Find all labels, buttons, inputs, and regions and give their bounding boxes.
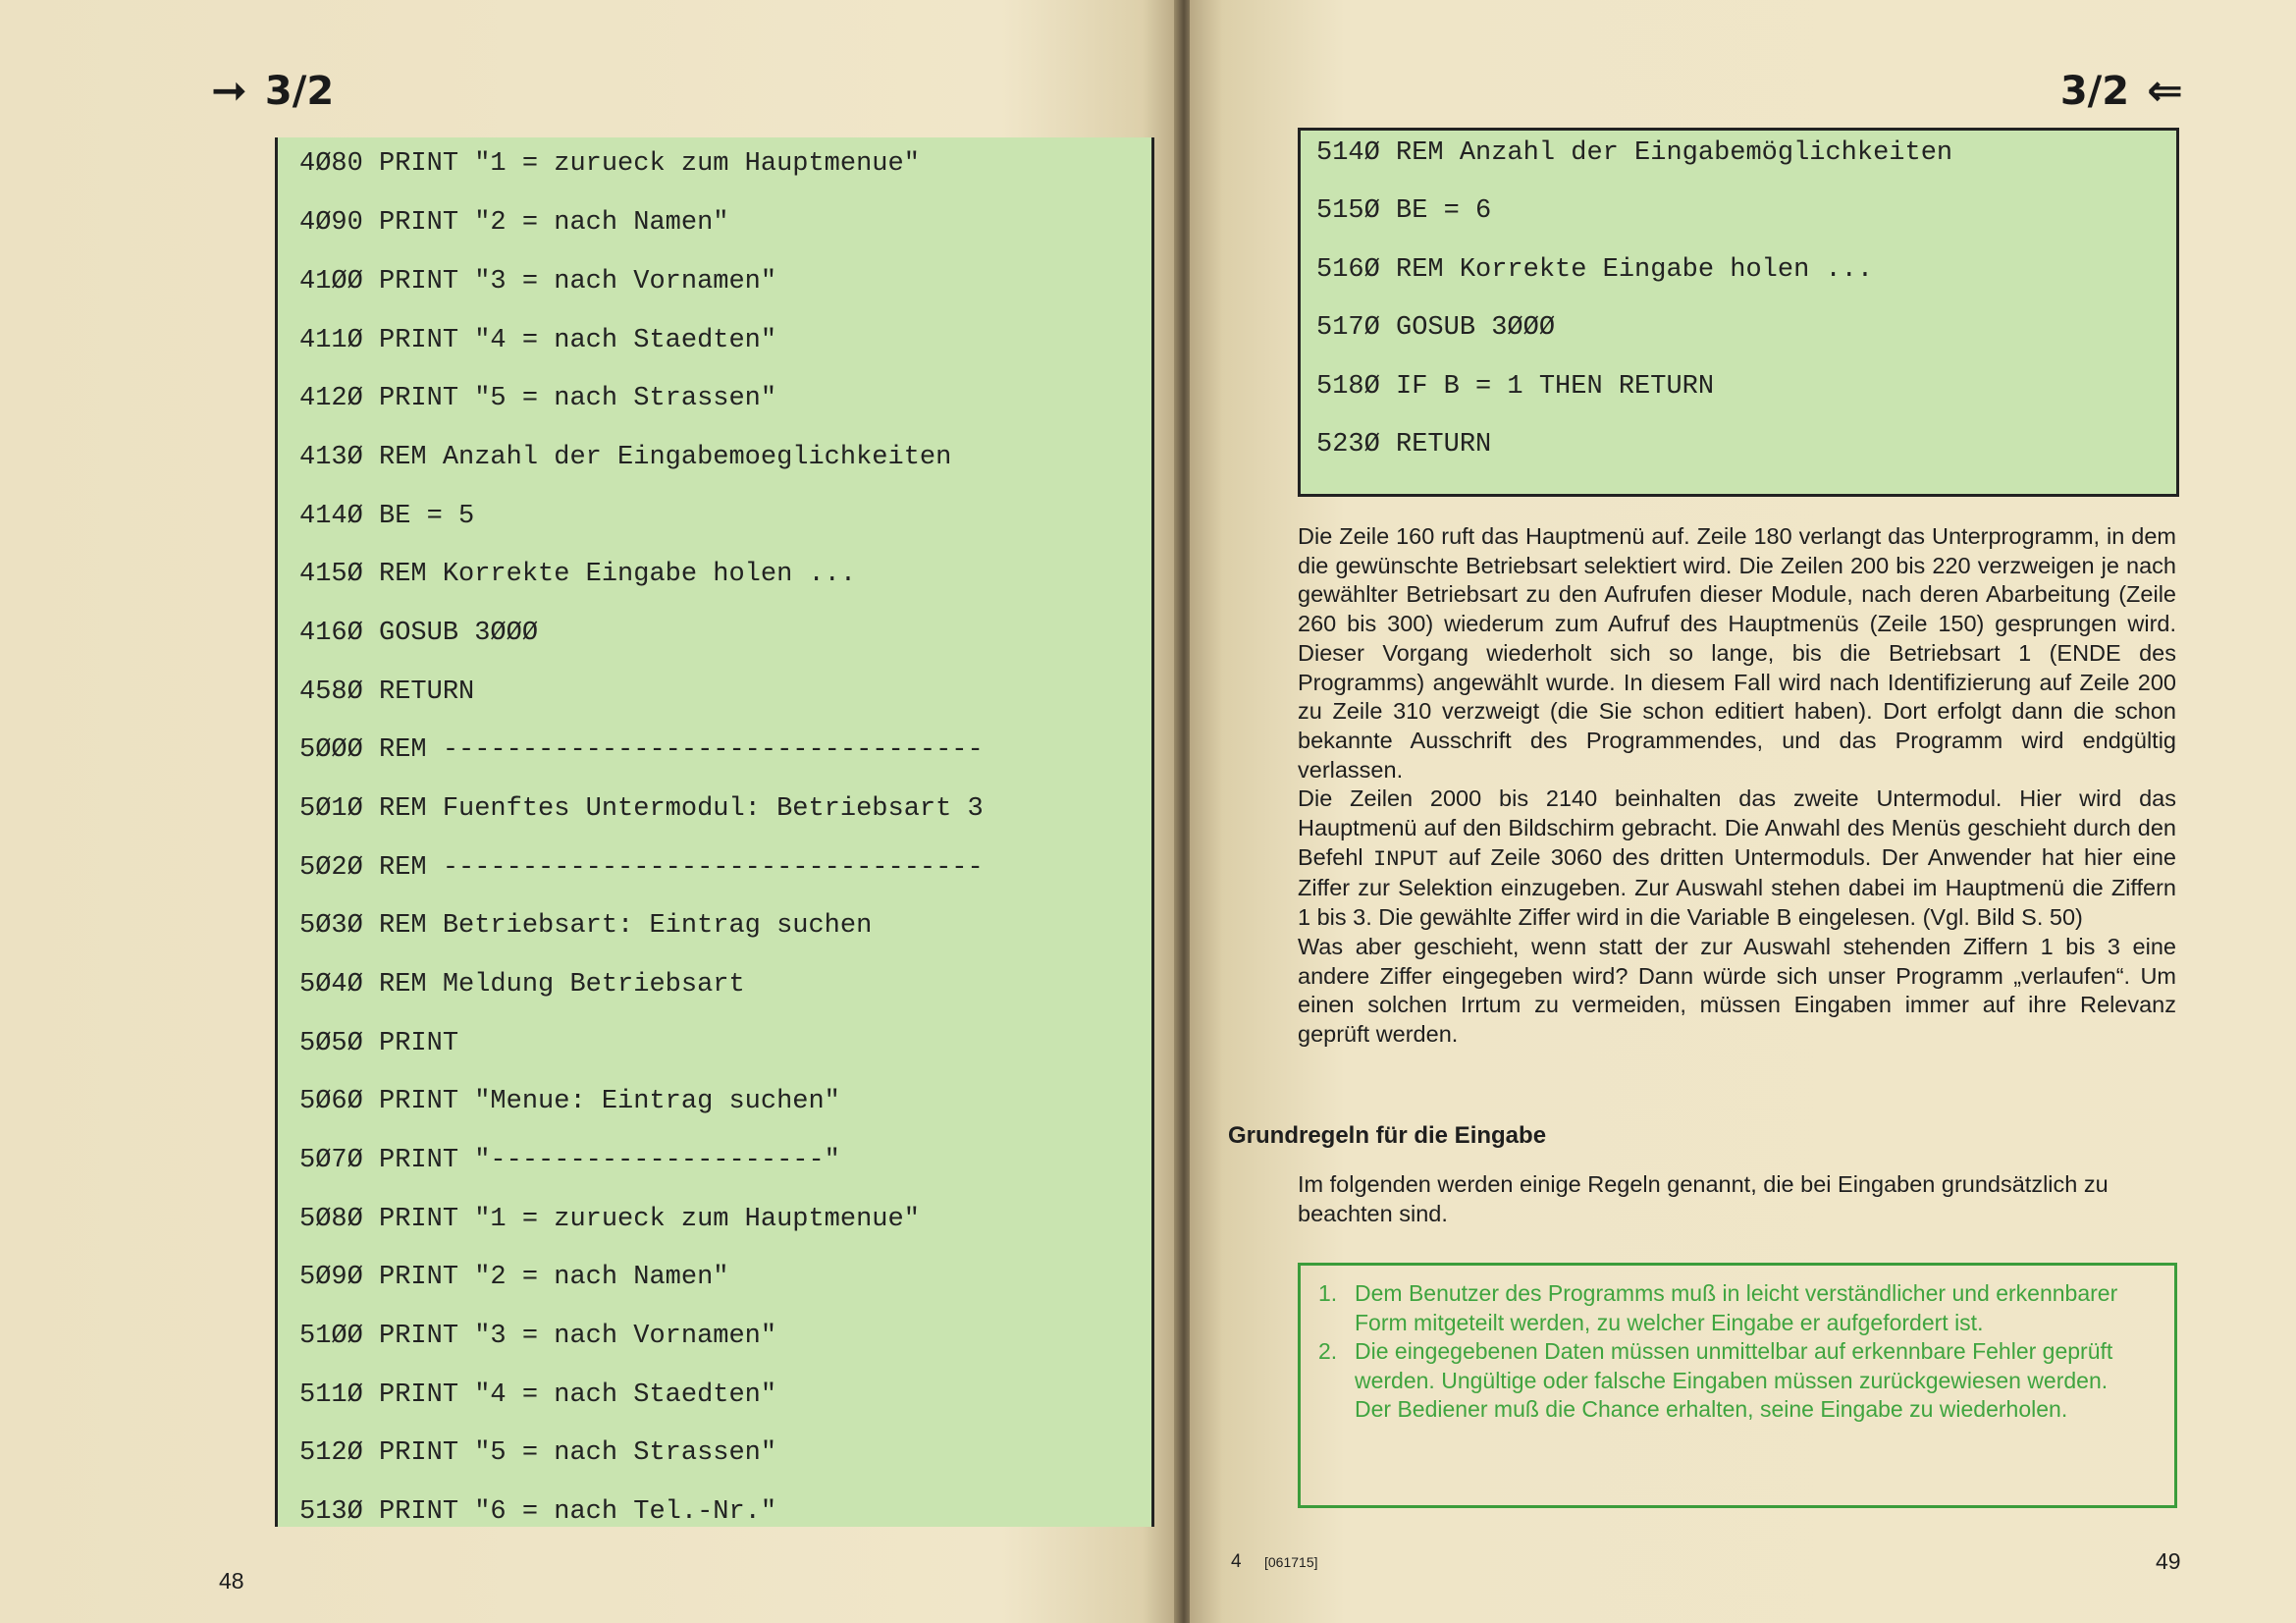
code-line: 5Ø4Ø REM Meldung Betriebsart xyxy=(299,970,745,1000)
code-line: 41ØØ PRINT "3 = nach Vornamen" xyxy=(299,267,777,297)
code-line: 416Ø GOSUB 3ØØØ xyxy=(299,619,539,648)
code-line: 51ØØ PRINT "3 = nach Vornamen" xyxy=(299,1322,777,1351)
arrow-right-icon: ➞ xyxy=(211,66,247,116)
rule-number: 1. xyxy=(1318,1280,1338,1306)
code-keyword: INPUT xyxy=(1373,846,1439,872)
paragraph: Was aber geschieht, wenn statt der zur Auswahl stehenden Ziffern 1 bis 3 eine andere Ziffer eingegeben wird? Dann würde sich unser Programm „verlaufen“. Um einen solchen Irrtum zu vermeiden, müssen Eingaben immer auf ihre Relevanz geprüft werden. xyxy=(1298,933,2176,1047)
code-line: 411Ø PRINT "4 = nach Staedten" xyxy=(299,326,777,355)
rule-item xyxy=(1318,1337,2123,1425)
footer-signature: 4 xyxy=(1231,1551,1242,1572)
code-line: 517Ø GOSUB 3ØØØ xyxy=(1316,313,1556,343)
code-line: 458Ø RETURN xyxy=(299,677,475,707)
code-line: 413Ø REM Anzahl der Eingabemoeglichkeiten xyxy=(299,443,952,472)
code-listing-left xyxy=(275,137,1154,1527)
code-line: 5Ø6Ø PRINT "Menue: Eintrag suchen" xyxy=(299,1087,840,1116)
code-line: 5Ø8Ø PRINT "1 = zurueck zum Hauptmenue" xyxy=(299,1205,920,1234)
rules-box xyxy=(1298,1263,2177,1508)
code-line: 5Ø3Ø REM Betriebsart: Eintrag suchen xyxy=(299,911,873,941)
section-number: 3/2 xyxy=(2059,69,2130,114)
code-line: 5Ø1Ø REM Fuenftes Untermodul: Betriebsart 3 xyxy=(299,794,984,824)
paragraph xyxy=(1298,784,2176,933)
paragraph: Die Zeile 160 ruft das Hauptmenü auf. Zeile 180 verlangt das Unterprogramm, in dem die gewünschte Betriebsart selektiert wird. Die Zeilen 200 bis 220 verzweigen je nach gewählter Betriebsart zu den Aufrufen dieser Module, nach deren Abarbeitung (Zeile 260 bis 300) wiederum zum Aufruf des Hauptmenüs (Zeile 150) gesprungen wird. Dieser Vorgang wiederholt sich so lange, bis die Betriebsart 1 (ENDE des Programms) angewählt wurde. In diesem Fall wird nach Identifizierung auf Zeile 200 zu Zeile 310 verzweigt (die Sie schon editiert haben). Dort erfolgt dann die schon bekannte Ausschrift des Programmendes, und das Programm wird endgültig verlassen. xyxy=(1298,523,2176,783)
rules-list xyxy=(1318,1279,2123,1425)
section-heading: Grundregeln für die Eingabe xyxy=(1228,1122,1547,1149)
paragraph-text: Die Zeilen 2000 bis 2140 beinhalten das zweite Untermodul. Hier wird das Hauptmenü auf den Bildschirm gebracht. Die Anwahl des Menüs geschieht durch den Befehl xyxy=(1298,785,2176,870)
section-marker-left xyxy=(211,66,335,116)
code-line: 5Ø5Ø PRINT xyxy=(299,1029,459,1058)
code-line: 511Ø PRINT "4 = nach Staedten" xyxy=(299,1380,777,1410)
code-line: 512Ø PRINT "5 = nach Strassen" xyxy=(299,1438,777,1468)
section-number: 3/2 xyxy=(264,69,335,114)
code-line: 5Ø2Ø REM ---------------------------------- xyxy=(299,853,984,883)
code-line: 518Ø IF B = 1 THEN RETURN xyxy=(1316,372,1715,402)
code-line: 5Ø7Ø PRINT "---------------------" xyxy=(299,1146,840,1175)
code-line: 412Ø PRINT "5 = nach Strassen" xyxy=(299,384,777,413)
code-line: 514Ø REM Anzahl der Eingabemöglichkeiten xyxy=(1316,138,1953,168)
rule-text: Dem Benutzer des Programms muß in leicht verständlicher und erkennbarer Form mitgeteilt werden, zu welcher Eingabe er aufgefordert ist. xyxy=(1355,1280,2118,1335)
footer-code: [061715] xyxy=(1264,1554,1318,1570)
code-line: 414Ø BE = 5 xyxy=(299,502,475,531)
rule-text: Die eingegebenen Daten müssen unmittelbar auf erkennbare Fehler geprüft werden. Ungültige oder falsche Eingaben müssen zurückgewiesen werden. Der Bediener muß die Chance erhalten, seine Eingabe zu wiederholen. xyxy=(1355,1338,2113,1422)
code-line: 523Ø RETURN xyxy=(1316,430,1492,460)
section-marker-right xyxy=(2059,66,2183,116)
page-number-left: 48 xyxy=(219,1568,244,1594)
code-line: 515Ø BE = 6 xyxy=(1316,196,1492,226)
code-line: 415Ø REM Korrekte Eingabe holen ... xyxy=(299,560,857,589)
body-text xyxy=(1298,522,2176,1050)
code-line: 516Ø REM Korrekte Eingabe holen ... xyxy=(1316,255,1874,285)
code-line: 5Ø9Ø PRINT "2 = nach Namen" xyxy=(299,1263,729,1292)
code-line: 4Ø90 PRINT "2 = nach Namen" xyxy=(299,208,729,238)
code-listing-right xyxy=(1298,128,2179,497)
paragraph-text: auf Zeile 3060 des dritten Untermoduls. Der Anwender hat hier eine Ziffer zur Selektion einzugeben. Zur Auswahl stehen dabei im Hauptmenü die Ziffern 1 bis 3. Die gewählte Ziffer wird in die Variable B eingelesen. (Vgl. Bild S. 50) xyxy=(1298,843,2177,931)
page-number-right: 49 xyxy=(2156,1548,2181,1574)
arrow-left-icon: ⇐ xyxy=(2147,66,2183,116)
code-line: 513Ø PRINT "6 = nach Tel.-Nr." xyxy=(299,1497,777,1527)
rule-item xyxy=(1318,1279,2123,1337)
code-line: 4Ø80 PRINT "1 = zurueck zum Hauptmenue" xyxy=(299,149,920,179)
rule-number: 2. xyxy=(1318,1338,1338,1364)
code-line: 5ØØØ REM ---------------------------------- xyxy=(299,735,984,765)
intro-text: Im folgenden werden einige Regeln genannt, die bei Eingaben grundsätzlich zu beachten sind. xyxy=(1298,1171,2109,1226)
